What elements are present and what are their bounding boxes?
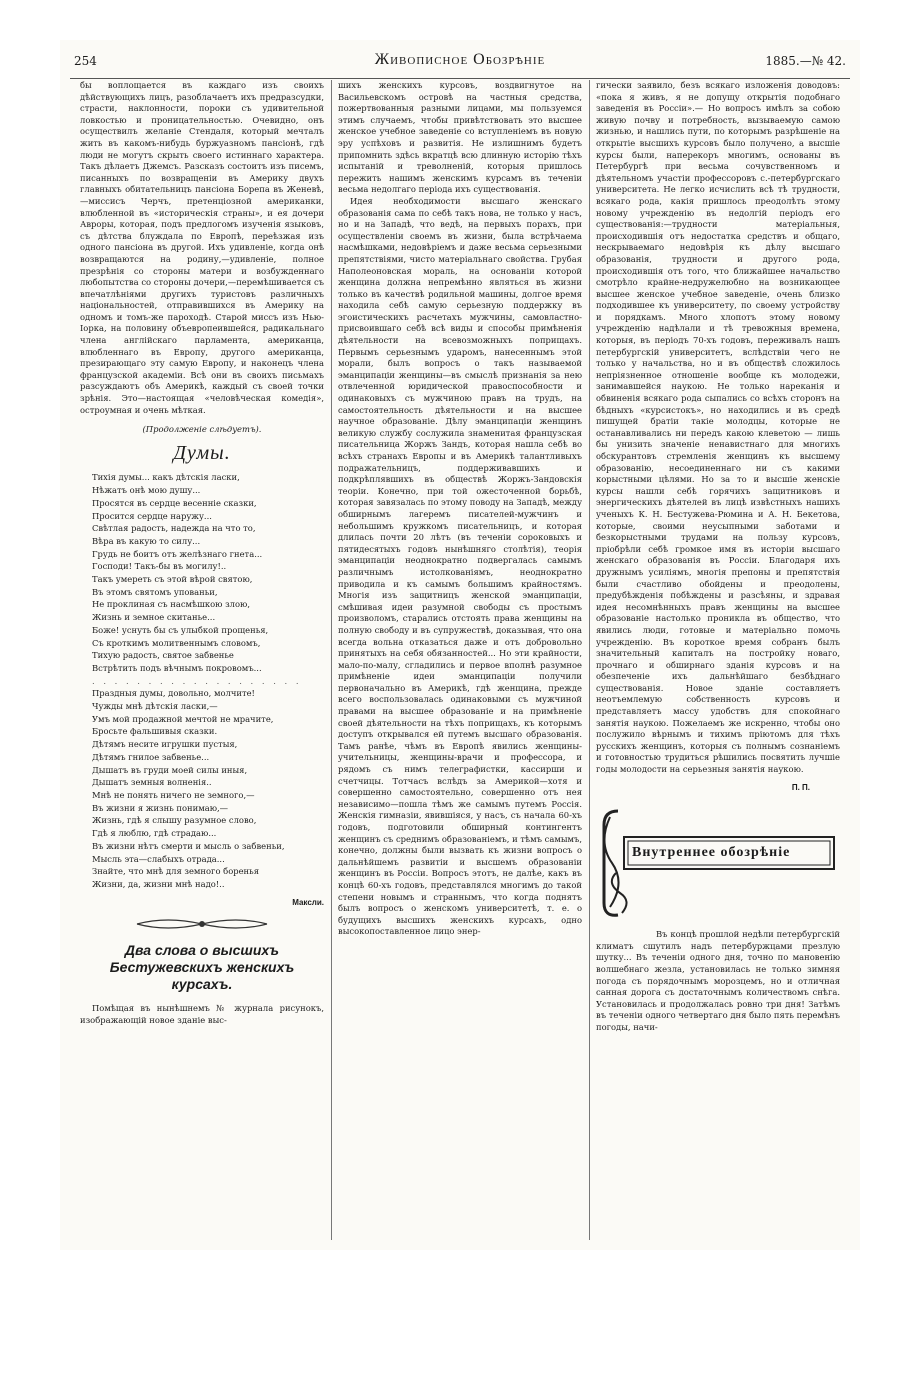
poem-line: Просится сердце наружу... <box>92 510 212 521</box>
column-2 <box>338 80 582 1240</box>
poem-line: Просятся въ сердце весенніе сказки, <box>92 497 257 508</box>
column-1 <box>80 80 324 1026</box>
section-banner <box>596 803 840 923</box>
page-header <box>60 48 860 74</box>
poem-line: Праздныя думы, довольно, молчите! <box>92 688 255 699</box>
poem-line: Нѣжатъ онѣ мою душу... <box>92 485 201 496</box>
section-banner-title: Внутреннее обозрѣніе <box>632 845 791 861</box>
poem-line: Дѣтямъ несите игрушки пустыя, <box>92 739 238 750</box>
poem-line: Знайте, что мнѣ для земного боренья <box>92 866 259 877</box>
poem-title: Думы. <box>173 441 231 464</box>
poem-signature: Максли. <box>292 897 324 907</box>
poem-line: Въ жизни нѣтъ смерти и мысль о забвеньи, <box>92 840 285 851</box>
article-text: гически заявило, безъ всякаго изложенія доводовъ: «пока я живъ, я не допущу открытія подобнаго заведенія въ Россіи».— Но вопросъ имѣлъ за собою живую почву и потребность, вызываемую самою жизнью, и нашлись пути, по которымъ разрѣшеніе на открытіе высшихъ курсовъ было получено, а высшіе курсы были, наперекоръ многимъ, основаны въ Петербургѣ при весьма сочувственномъ и дѣятельномъ участіи профессоровъ с.-петербургскаго университета. Не легко исчислить всѣ тѣ трудности, всякаго рода, какія пришлось преодолѣть этому новому учрежденію въ недолгій періодъ его существованія:—трудности матеріальныя, происходившія отъ недостатка средствъ и общаго, нескрываемаго недовѣрія къ дѣлу высшаго образованія, трудности и другого рода, происходившія отъ того, что ближайшее начальство смотрѣло крайне-недружелюбно на возникающее высшее женское учебное заведеніе, очень близко подходившее къ университету, по своему устройству и порядкамъ. Много хлопотъ этому новому учрежденію надѣлали и тѣ тревожныя времена, которыя, въ періодъ 70-хъ годовъ, переживалъ нашъ петербургскій университетъ, вслѣдствіи чего не только у начальства, но и въ обществѣ сложилось непріязненное отношеніе вообще къ молодежи, занимавшейся наукою. Не только нареканія и обвиненія всякаго рода сыпались со всѣхъ сторонъ на бѣдныхъ «курсистокъ», но находились и въ средѣ пишущей братіи такіе молодцы, которые не останавливались ни передъ какою клеветою — лишь бы унизить значеніе ненавистнаго для многихъ обскурантовъ стремленія женщинъ къ высшему образованію, несоединеннаго ни съ какими корыстными цѣлями. Но за то и высшіе женскіе курсы нашли себѣ горячихъ защитниковъ и энергическихъ дѣятелей въ лицѣ извѣстныхъ нашихъ ученыхъ К. Н. Бестужева-Рюмина и А. Н. Бекетова, которые, своими неусыпными заботами и безкорыстными трудами на пользу курсовъ, пріобрѣли себѣ громкое имя въ исторіи высшаго женскаго образованія въ Россіи. Благодаря ихъ дружнымъ усиліямъ, многія препоны и препятствія были счастливо обойдены и преодолены, предубѣжденія побѣждены и разсѣяны, и здравая идея несомнѣнныхъ правъ женщины на высшее образованіе настолько проникла въ общество, что явились люди, готовые и матеріально помочь учрежденію. Въ короткое время собранъ былъ значительный капиталъ на постройку новаго, прочнаго и обширнаго зданія курсовъ и на обезпеченіе ихъ дальнѣйшаго безбѣднаго существованія. Новое зданіе составляетъ неотъемлемую собственность курсовъ и представляетъ массу удобствъ для спокойнаго занятія наукою. Пожелаемъ же искренно, чтобы оно послужило вѣрнымъ и тихимъ пріютомъ для тѣхъ русскихъ женщинъ, которыя съ полнымъ сознаніемъ и готовностью трудиться рѣшились посвятить лучшіе годы молодости на серьезныя занятія наукою. <box>596 80 840 775</box>
column-3 <box>596 80 840 1034</box>
poem-line: Жизни, да, жизни мнѣ надо!.. <box>92 878 225 889</box>
article-text: шихъ женскихъ курсовъ, воздвигнутое на Васильевскомъ островѣ на частныя средства, пожертвованныя разными лицами, мы пользуемся этимъ случаемъ, чтобы привѣтствовать это высшее женское учебное заведеніе со вступленіемъ въ новую эру успѣховъ и развитія. Не излишнимъ будетъ припомнить здѣсь вкратцѣ всю длинную исторію тѣхъ испытаній и треволненій, которыя пришлось пережить нашимъ женскимъ курсамъ въ теченіи весьма недолгаго періода ихъ существованія. <box>338 80 582 195</box>
poem-line: Тихую радость, святое забвенье <box>92 650 234 661</box>
page-number: 254 <box>74 54 97 68</box>
masthead-title: Живописное Обозрѣніе <box>374 51 546 68</box>
poem-line: Дѣтямъ гнилое забвенье... <box>92 751 210 762</box>
poem-line: Дышатъ въ груди моей силы иныя, <box>92 764 248 775</box>
poem-line: Жизнь, гдѣ я слышу разумное слово, <box>92 815 257 826</box>
poem-line: Мысль эта—слабыхъ отрада... <box>92 853 225 864</box>
poem-line: Боже! уснуть бы съ улыбкой прощенья, <box>92 624 269 635</box>
poem-line: Не проклиная съ насмѣшкою злою, <box>92 599 250 610</box>
poem-line: Встрѣтить подъ вѣчнымъ покровомъ... <box>92 662 262 673</box>
poem-line: Съ кроткимъ молитвеннымъ словомъ, <box>92 637 261 648</box>
column-divider <box>331 80 332 1240</box>
poem-line: Жизнь и земное скитанье... <box>92 612 216 623</box>
header-rule <box>70 78 850 79</box>
continued-note: (Продолженіе слѣдуетъ). <box>142 424 262 435</box>
poem-line: Грудь не боитъ отъ желѣзнаго гнета... <box>92 548 263 559</box>
poem-line: Свѣтлая радость, надежда на что то, <box>92 523 256 534</box>
poem-line: Мнѣ не понять ничего не земного,— <box>92 789 255 800</box>
poem-line: Умъ мой продажной мечтой не мрачите, <box>92 713 274 724</box>
ornament-divider-icon <box>127 916 277 932</box>
issue-number: 1885.—№ 42. <box>765 54 846 68</box>
poem-line: Господи! Такъ-бы въ могилу!.. <box>92 561 227 572</box>
newspaper-page <box>60 40 860 1250</box>
poem-stanza-1 <box>80 471 324 890</box>
poem-line: Такъ умереть съ этой вѣрой святою, <box>92 574 253 585</box>
article-text: бы воплощается въ каждаго изъ своихъ дѣйствующихъ лицъ, разоблачаетъ ихъ предразсудки, страсти, наклонности, пороки съ удивительной ловкостью и проницательностью. Очевидно, онъ осуществилъ желаніе Стендаля, который мечталъ жить въ какомъ-нибудь буржуазномъ пансіонѣ, гдѣ люди не могутъ скрыть своего истиннаго характера. Такъ дѣлаетъ Джемсъ. Разсказъ состоитъ изъ писемъ, писанныхъ по возвращеніи въ Америку двухъ главныхъ обитательницъ пансіона Борепа въ Женевѣ,—миссисъ Черчъ, претенціозной американки, влюбленной въ «историческія страны», и ея дочери Авроры, которая, подъ предлогомъ изученія языковъ, съ дѣтства блуждала по Европѣ, переѣзжая изъ одного пансіона въ другой. Ихъ удивленіе, когда онѣ возвращаются на родину,—удивленіе, полное презрѣнія со стороны матери и возбужденнаго любопытства со стороны дочери,—перемѣшивается съ впечатлѣніями другихъ туристовъ различныхъ національностей, отправившихся въ Америку на одномъ и томъ-же пароходѣ. Старой миссъ изъ Нью-Іорка, на половину объевропеившейся, радикальнаго члена англійскаго парламента, американца, влюбленнаго въ Европу, другого американца, презирающаго эту самую Европу, и наконецъ члена французской академіи. Всѣ они въ своихъ письмахъ разсуждаютъ объ Америкѣ, каждый съ своей точки зрѣнія. Это—настоящая «человѣческая комедія», остроумная и очень мѣткая. <box>80 80 324 415</box>
poem-line: Въ этомъ святомъ упованьи, <box>92 586 218 597</box>
poem-line: Чужды мнѣ дѣтскія ласки,— <box>92 701 218 712</box>
decorative-banner-icon <box>596 803 840 923</box>
poem-line: Дышатъ земныя волненія.. <box>92 777 212 788</box>
poem-line: Въ жизни я жизнь понимаю,— <box>92 802 229 813</box>
article-text: Идея необходимости высшаго женскаго образованія сама по себѣ такъ нова, не только у насъ, но и на Западѣ, что ведѣ, на первыхъ порахъ, при осуществленіи своемъ въ жизни, была встрѣчаема насмѣшками, недовѣріемъ и даже весьма серьезными препятствіями, чисто матеріальнаго свойства. Грубая Наполеоновская мораль, на основаніи которой женщина должна непремѣнно являться въ жизни только въ качествѣ родильной машины, долгое время находила себѣ самую серьезную поддержку въ эгоистическихъ расчетахъ мужчины, самовластно-присвоившаго себѣ всѣ виды и способы примѣненія дѣятельности на всевозможныхъ поприщахъ. Первымъ серьезнымъ ударомъ, нанесеннымъ этой морали, былъ вопросъ о такъ называемой эманципаціи женщины—въ смыслѣ признанія за нею отвлеченной юридической правоспособности и одинаковыхъ съ мужчиною правъ на трудъ, на самостоятельность дѣятельности и на высшее научное образованіе. Дѣлу эманципаціи женщинъ великую службу сослужила знаменитая французская писательница Жоржъ Зандъ, которая нашла себѣ во всѣхъ странахъ Европы и въ Америкѣ талантливыхъ подражательницъ, поддерживавшихъ и подкрѣплявшихъ въ обществѣ Жоржъ-Зандовскія теоріи. Конечно, при той ожесточенной борьбѣ, которая завязалась по этому поводу на Западѣ, между обширнымъ лагеремъ писателей-мужчинъ и небольшимъ кружкомъ писательницъ, и которая длилась почти 20 лѣтъ (въ теченіи сороковыхъ и пятидесятыхъ годовъ нынѣшняго столѣтія), теорія эманципаціи неоднократно подвергалась самымъ различнымъ истолкованіямъ, неоднократно приводила и къ самымъ большимъ крайностямъ. Многія изъ защитницъ женской эманципаціи, смѣшивая идеи разумной свободы съ простымъ произволомъ, старались отстоять права женщины на полную свободу и въ супружествѣ, доказывая, что она всегда вольна отказаться даже и отъ добровольно принятыхъ на себя обязанностей... Но эти крайности, мало-по-малу, сгладились и первое вполнѣ разумное примѣненіе идеи эманципаціи получили первоначально въ Америкѣ, гдѣ женщина, прежде всего воспользовалась одинаковыми съ мужчиной правами на высшее образованіе и на примѣненіе своей дѣятельности на тѣхъ поприщахъ, къ которымъ доступъ открывался ей путемъ высшаго образованія. Тамъ ранѣе, чѣмъ въ Европѣ явились женщины-учительницы, женщины-врачи и профессора, и рядомъ съ нимъ телеграфистки, кассирши и счетчицы. Тотчасъ вслѣдъ за Америкой—хотя и совершенно самостоятельно, совершенно отъ нея независимо—пошла тѣмъ же самымъ путемъ Россія. Женскія гимназіи, явившіяся, у насъ, съ начала 60-хъ годовъ, подготовили обширный контингентъ женщинъ съ среднимъ образованіемъ, и тѣмъ самымъ, конечно, должны были вызвать къ жизни вопросъ о дальнѣйшемъ развитіи и высшемъ образованіи женщинъ въ Россіи. Вопросъ этотъ, не далѣе, какъ въ концѣ 60-хъ годовъ, представлялся многимъ до такой степени новымъ и страннымъ, что когда поднятъ былъ вопросъ о женскомъ университетѣ, т. е. о будущихъ высшихъ женскихъ курсахъ, одно высокопоставленное лицо энер- <box>338 195 582 937</box>
poem-line: Тихія думы... какъ дѣтскія ласки, <box>92 472 240 483</box>
column-divider <box>589 80 590 1240</box>
article-signature: П. П. <box>791 782 810 792</box>
poem-line: Бросьте фальшивыя сказки. <box>92 726 218 737</box>
article-text: Въ концѣ прошлой недѣли петербургскій климатъ сшутилъ надъ петербуржцами презлую шутку... Въ теченіи одного дня, точно по мановенію волшебнаго жезла, установилась не только зимняя погода съ порядочнымъ морозцемъ, но и отличная санная дорога съ достаточнымъ количествомъ снѣга. Установилась и продолжалась ровно три дня! Затѣмъ въ теченіи одного четвертаго дня было пять перемѣнъ погоды, начи- <box>596 929 840 1032</box>
poem-line: Вѣра въ какую то силу... <box>92 535 201 546</box>
stanza-separator: . . . . . . . . . . . . . . . . . . . <box>92 675 302 686</box>
poem-line: Гдѣ я люблю, гдѣ страдаю... <box>92 828 217 839</box>
article-title: Два слова о высшихъ Бестужевскихъ женскихъ курсахъ. <box>109 942 295 993</box>
article-text: Помѣщая въ нынѣшнемъ № журнала рисунокъ, изображающій новое зданіе выс- <box>80 1003 324 1025</box>
